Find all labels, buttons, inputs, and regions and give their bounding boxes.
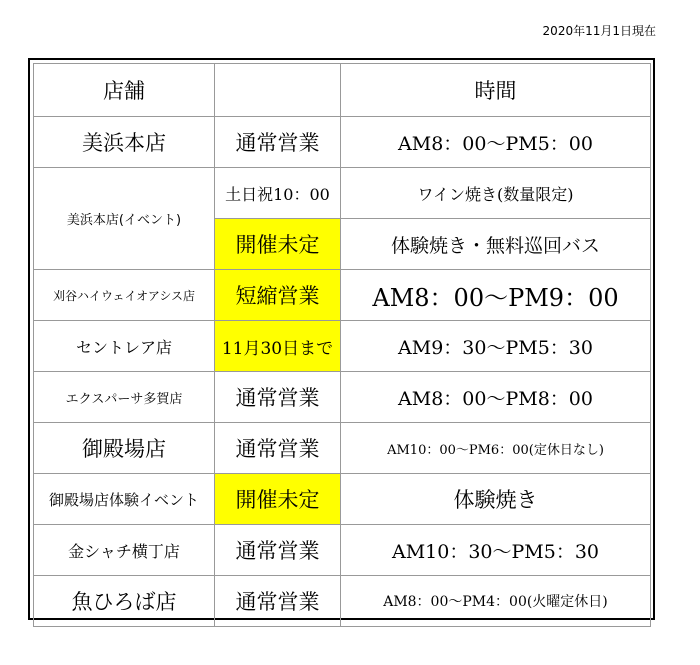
status-cell-highlighted: 開催未定: [215, 474, 341, 525]
store-name: 刈谷ハイウェイオアシス店: [34, 270, 215, 321]
hours-cell: AM10：30～PM5：30: [341, 525, 651, 576]
store-name: 御殿場店: [34, 423, 215, 474]
hours-cell: AM8：00～PM8：00: [341, 372, 651, 423]
store-hours-table-frame: [28, 58, 655, 620]
hours-cell: AM8：00～PM5：00: [341, 117, 651, 168]
status-cell-highlighted: 短縮営業: [215, 270, 341, 321]
status-cell: 通常営業: [215, 117, 341, 168]
store-name: 美浜本店(イベント): [34, 168, 215, 270]
store-name: 金シャチ横丁店: [34, 525, 215, 576]
hours-cell: AM10：00～PM6：00(定休日なし): [341, 423, 651, 474]
status-cell: 通常営業: [215, 525, 341, 576]
hours-cell: AM8：00～PM9：00: [341, 270, 651, 321]
status-cell-highlighted: 開催未定: [215, 219, 341, 270]
header-store: 店舗: [34, 64, 215, 117]
store-name: 魚ひろば店: [34, 576, 215, 627]
table-row: [34, 168, 651, 219]
status-cell-highlighted: 11月30日まで: [215, 321, 341, 372]
hours-cell: AM9：30～PM5：30: [341, 321, 651, 372]
status-cell: 通常営業: [215, 576, 341, 627]
store-name: セントレア店: [34, 321, 215, 372]
store-name: エクスパーサ多賀店: [34, 372, 215, 423]
table-row: [34, 117, 651, 168]
table-row: [34, 576, 651, 627]
table-header-row: [34, 64, 651, 117]
table-row: [34, 474, 651, 525]
header-status: [215, 64, 341, 117]
store-name: 御殿場店体験イベント: [34, 474, 215, 525]
table-row: [34, 321, 651, 372]
table-row: [34, 423, 651, 474]
table-row: [34, 372, 651, 423]
store-name: 美浜本店: [34, 117, 215, 168]
status-cell: 通常営業: [215, 423, 341, 474]
hours-cell: 体験焼き: [341, 474, 651, 525]
table-row: [34, 525, 651, 576]
store-hours-table: [33, 63, 651, 627]
hours-cell: AM8：00～PM4：00(火曜定休日): [341, 576, 651, 627]
hours-cell: ワイン焼き(数量限定): [341, 168, 651, 219]
status-cell: 土日祝10：00: [215, 168, 341, 219]
status-cell: 通常営業: [215, 372, 341, 423]
header-time: 時間: [341, 64, 651, 117]
table-row: [34, 270, 651, 321]
hours-cell: 体験焼き・無料巡回バス: [341, 219, 651, 270]
as-of-date: 2020年11月1日現在: [542, 24, 656, 38]
